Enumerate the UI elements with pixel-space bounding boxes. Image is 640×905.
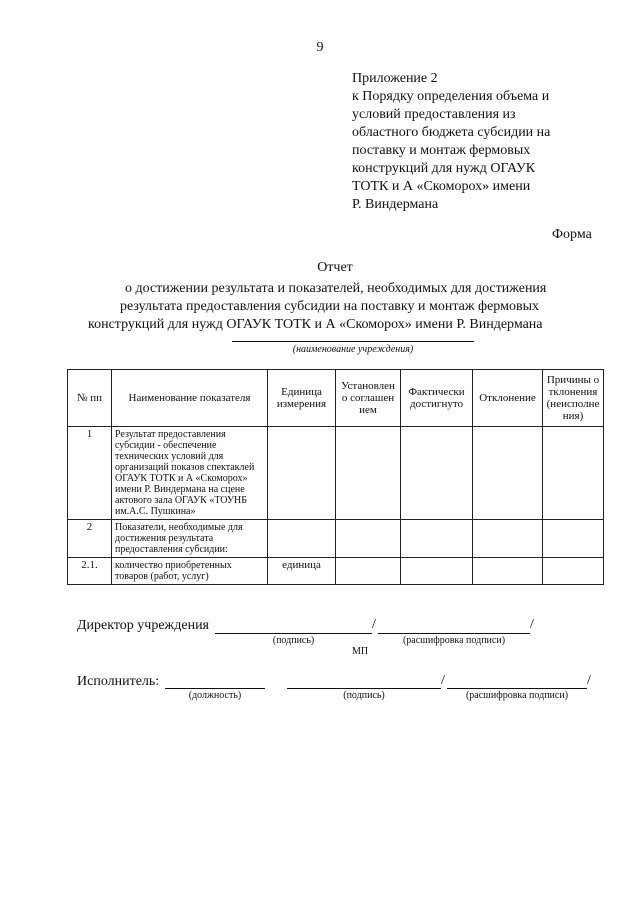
executor-label: Исполнитель:	[77, 674, 160, 689]
report-subtitle-line: конструкций для нужд ОГАУК ТОТК и А «Скоморох» имени Р. Виндермана	[88, 317, 543, 332]
report-subtitle-line: о достижении результата и показателей, необходимых для достижения	[125, 281, 547, 296]
row-unit	[268, 520, 336, 558]
executor-position-caption: (должность)	[188, 690, 242, 701]
table-row	[68, 427, 604, 520]
appendix-line: ТОТК и А «Скоморох» имени	[352, 179, 531, 194]
appendix-line: конструкций для нужд ОГАУК	[352, 161, 536, 176]
slash: /	[530, 617, 534, 632]
row-num: 2	[68, 520, 112, 558]
org-name-line	[232, 341, 474, 342]
executor-decode-caption: (расшифровка подписи)	[465, 690, 569, 701]
header-deviation: Отклонение	[473, 370, 543, 427]
executor-sign-caption: (подпись)	[343, 690, 385, 701]
appendix-line: Приложение 2	[352, 71, 438, 86]
executor-sign-line	[287, 688, 441, 689]
slash: /	[372, 617, 376, 632]
row-set	[336, 427, 401, 520]
report-table	[67, 369, 604, 585]
row-unit	[268, 427, 336, 520]
table-row	[68, 558, 604, 585]
page-number: 9	[316, 40, 324, 55]
row-actual	[401, 558, 473, 585]
row-num: 2.1.	[68, 558, 112, 585]
executor-decode-line	[447, 688, 587, 689]
appendix-block	[352, 70, 602, 214]
row-reasons	[543, 520, 604, 558]
org-name-caption: (наименование учреждения)	[292, 344, 414, 355]
row-num: 1	[68, 427, 112, 520]
appendix-line: к Порядку определения объема и	[352, 89, 550, 104]
slash: /	[587, 673, 591, 688]
row-name: Показатели, необходимые для достижения результата предоставления субсидии:	[112, 520, 268, 558]
director-decode-line	[378, 633, 530, 634]
row-name: Результат предоставления субсидии - обеспечение технических условий для организаций показов спектаклей ОГАУК ТОТК и А «Скоморох» имени Р. Виндермана на сцене актового зала ОГАУК «ТОУНБ им.А.С. Пушкина»	[112, 427, 268, 520]
slash: /	[441, 673, 445, 688]
row-actual	[401, 427, 473, 520]
row-deviation	[473, 427, 543, 520]
header-name: Наименование показателя	[112, 370, 268, 427]
appendix-line: областного бюджета субсидии на	[352, 125, 551, 140]
report-subtitle-line: результата предоставления субсидии на поставку и монтаж фермовых	[120, 299, 539, 314]
header-set: Установлено соглашением	[336, 370, 401, 427]
header-unit: Единица измерения	[268, 370, 336, 427]
report-subtitle	[80, 280, 590, 334]
header-num: № пп	[68, 370, 112, 427]
director-sign-caption: (подпись)	[272, 635, 315, 646]
header-actual: Фактически достигнуто	[401, 370, 473, 427]
row-unit: единица	[268, 558, 336, 585]
director-sign-line	[215, 633, 372, 634]
appendix-line: условий предоставления из	[352, 107, 516, 122]
row-reasons	[543, 427, 604, 520]
director-decode-caption: (расшифровка подписи)	[402, 635, 506, 646]
appendix-line: поставку и монтаж фермовых	[352, 143, 531, 158]
header-reasons: Причины отклонения (неисполнения)	[543, 370, 604, 427]
form-label: Форма	[552, 227, 592, 242]
row-deviation	[473, 520, 543, 558]
row-reasons	[543, 558, 604, 585]
row-actual	[401, 520, 473, 558]
table-header-row	[68, 370, 604, 427]
table-row	[68, 520, 604, 558]
stamp-label: МП	[351, 646, 369, 657]
row-deviation	[473, 558, 543, 585]
appendix-line: Р. Виндермана	[352, 197, 439, 212]
executor-position-line	[165, 688, 265, 689]
row-set	[336, 558, 401, 585]
report-title: Отчет	[317, 260, 353, 275]
row-set	[336, 520, 401, 558]
director-label: Директор учреждения	[77, 618, 209, 633]
row-name: количество приобретенных товаров (работ, услуг)	[112, 558, 268, 585]
